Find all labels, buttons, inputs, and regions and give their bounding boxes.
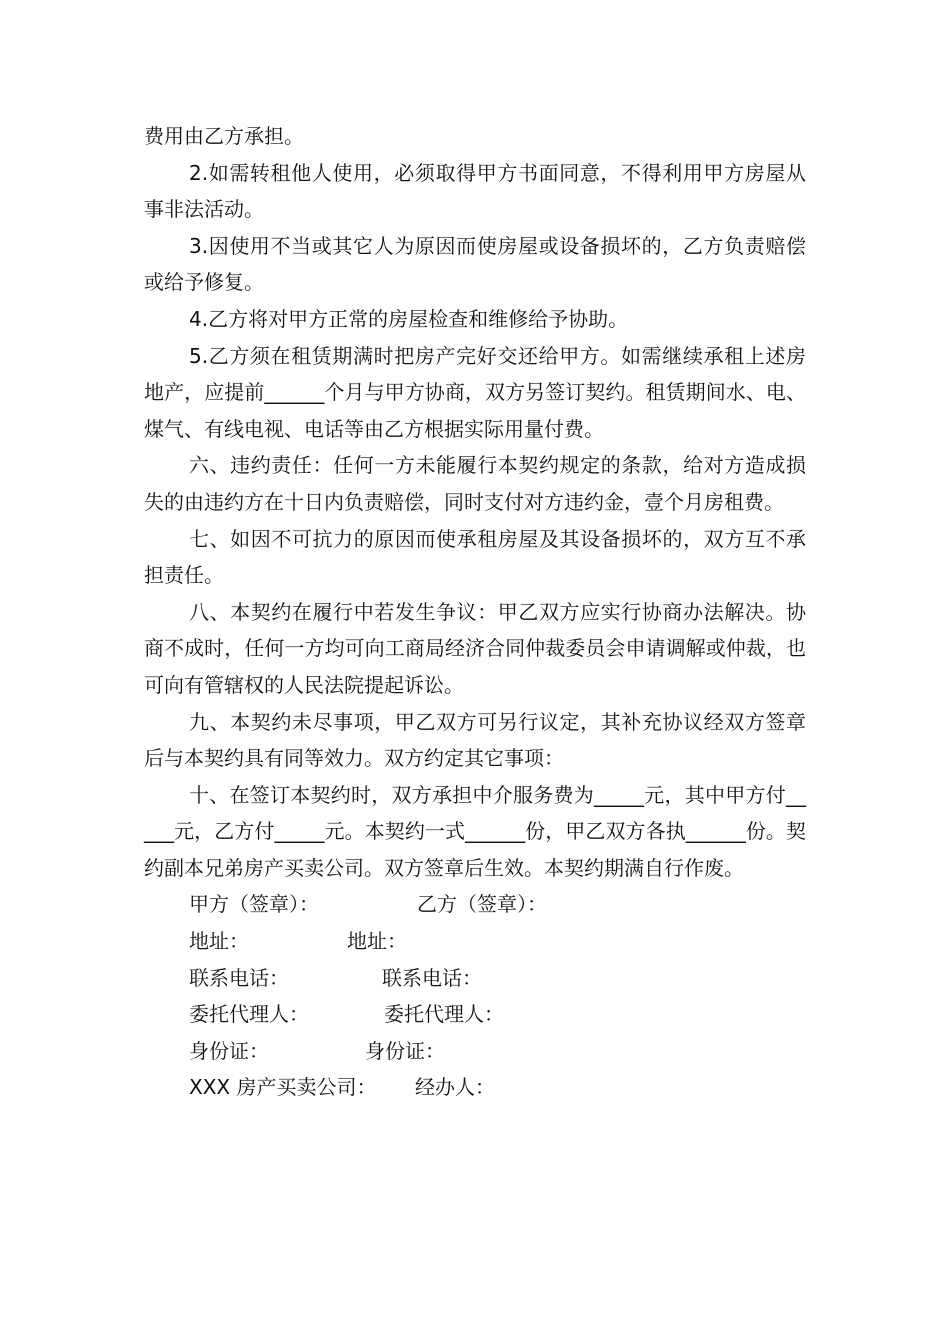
company-label: XXX 房产买卖公司： <box>189 1075 377 1100</box>
paragraph-clause-3: 3.因使用不当或其它人为原因而使房屋或设备损坏的，乙方负责赔偿或给予修复。 <box>144 233 806 295</box>
signature-row-id <box>144 1033 806 1070</box>
party-a-address-label: 地址： <box>189 929 249 954</box>
party-a-seal-label: 甲方（签章）： <box>189 892 319 917</box>
party-b-phone-label: 联系电话： <box>382 965 482 990</box>
party-a-agent-label: 委托代理人： <box>189 1002 309 1027</box>
party-a-id-label: 身份证： <box>189 1038 269 1063</box>
signature-row-company <box>144 1069 806 1106</box>
signature-row-phone <box>144 960 806 997</box>
signature-row-seal <box>144 886 806 923</box>
signature-row-agent <box>144 996 806 1033</box>
paragraph-clause-4: 4.乙方将对甲方正常的房屋检查和维修给予协助。 <box>189 306 629 331</box>
party-b-seal-label: 乙方（签章）： <box>417 892 547 917</box>
party-a-phone-label: 联系电话： <box>189 965 289 990</box>
paragraph-section-6: 六、违约责任：任何一方未能履行本契约规定的条款，给对方造成损失的由违约方在十日内负责赔偿，同时支付对方违约金，壹个月房租费。 <box>144 453 806 514</box>
party-b-agent-label: 委托代理人： <box>384 1002 504 1027</box>
party-b-address-label: 地址： <box>347 929 407 954</box>
contract-body <box>144 118 806 1106</box>
paragraph-section-9: 九、本契约未尽事项，甲乙双方可另行议定，其补充协议经双方签章后与本契约具有同等效力。双方约定其它事项： <box>144 709 806 771</box>
paragraph-section-8: 八、本契约在履行中若发生争议：甲乙双方应实行协商办法解决。协商不成时，任何一方均可向工商局经济合同仲裁委员会申请调解或仲裁，也可向有管辖权的人民法院提起诉讼。 <box>144 599 806 697</box>
paragraph-clause-5: 5.乙方须在租赁期满时把房产完好交还给甲方。如需继续承租上述房地产，应提前______个月与甲方协商，双方另签订契约。租赁期间水、电、煤气、有线电视、电话等由乙方根据实际用量付费。 <box>144 343 806 441</box>
party-b-id-label: 身份证： <box>365 1038 445 1063</box>
paragraph-section-7: 七、如因不可抗力的原因而使承租房屋及其设备损坏的，双方互不承担责任。 <box>144 526 806 588</box>
signature-row-address <box>144 923 806 960</box>
paragraph-clause-2: 2.如需转租他人使用，必须取得甲方书面同意，不得利用甲方房屋从事非法活动。 <box>144 160 806 222</box>
paragraph-section-10: 十、在签订本契约时，双方承担中介服务费为_____元，其中甲方付_____元，乙方付_____元。本契约一式______份，甲乙双方各执______份。契约副本兄弟房产买卖公司。双方签章后生效。本契约期满自行作废。 <box>144 782 806 880</box>
paragraph-cost: 费用由乙方承担。 <box>144 124 304 148</box>
handler-label: 经办人： <box>415 1075 495 1100</box>
